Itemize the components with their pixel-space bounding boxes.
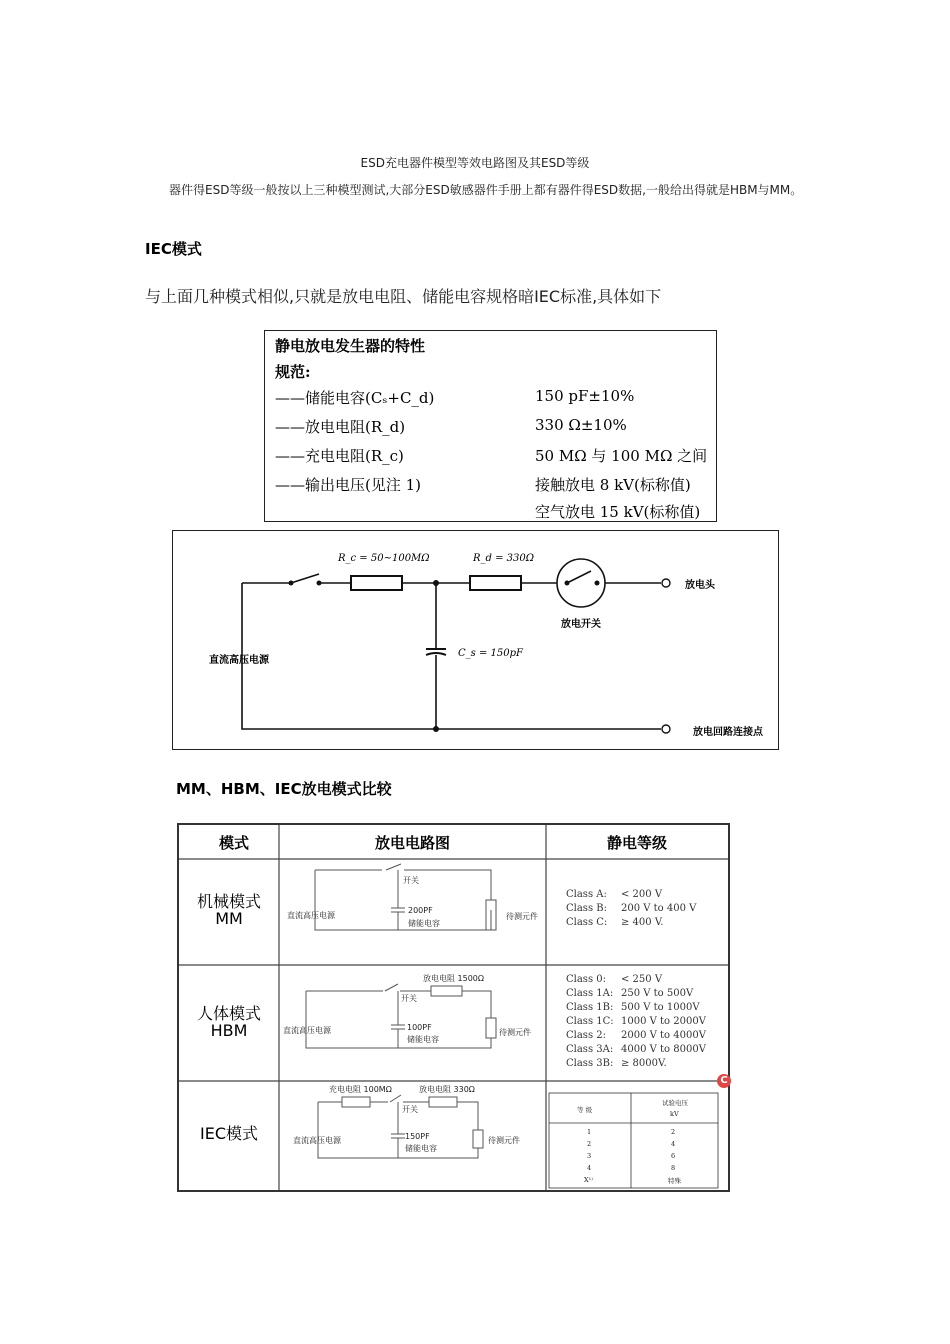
mode-comparison-table (177, 823, 730, 1192)
mm-source-label: 直流高压电源 (287, 911, 335, 920)
source-label: 直流高压电源 (209, 655, 269, 666)
hbm-class-list (566, 973, 706, 1071)
level-grade-header: 等 级 (577, 1106, 593, 1114)
spec-label: 规范: (275, 363, 311, 381)
class-key: Class 1B: (566, 1002, 614, 1013)
class-key: Class 3A: (566, 1044, 614, 1055)
class-key: Class 3B: (566, 1058, 614, 1069)
iec-discharge-res-label: 放电电阻 330Ω (419, 1085, 475, 1094)
class-value: ≥ 400 V. (621, 917, 664, 928)
mm-cap-label: 储能电容 (408, 919, 440, 928)
iec-circuit (318, 1095, 483, 1158)
class-value: < 250 V (621, 974, 663, 985)
iec-cap-value: 150PF (405, 1132, 430, 1141)
class-key: Class 1A: (566, 988, 614, 999)
level-volt: 4 (671, 1140, 676, 1148)
iec-dut-label: 待测元件 (488, 1136, 520, 1145)
spec-row-name: ——放电电阻(R_d) (275, 418, 406, 436)
col-header-mode: 模式 (219, 834, 250, 852)
switch-label: 放电开关 (561, 619, 601, 630)
spec-row-name: ——充电电阻(R_c) (275, 447, 404, 465)
spec-row-value: 接触放电 8 kV(标称值) (535, 476, 691, 494)
mm-circuit (315, 864, 496, 930)
rc-label: R_c = 50~100MΩ (338, 553, 430, 564)
iec-source-label: 直流高压电源 (293, 1136, 341, 1145)
mode-name: 人体模式 (196, 1004, 261, 1023)
class-value: 1000 V to 2000V (621, 1016, 706, 1027)
col-header-level: 静电等级 (607, 834, 668, 852)
mm-cap-value: 200PF (408, 906, 433, 915)
iec-charge-res-label: 充电电阻 100MΩ (329, 1085, 392, 1094)
spec-row-value: 空气放电 15 kV(标称值) (535, 503, 701, 521)
mode-iec (179, 1125, 279, 1142)
level-volt-header: 试验电压 (662, 1099, 688, 1107)
mode-hbm (179, 1005, 279, 1039)
spec-row-value: 330 Ω±10% (535, 416, 627, 434)
cs-label: C_s = 150pF (458, 648, 523, 659)
level-volt-unit: kV (670, 1110, 679, 1118)
level-grade: 1 (587, 1128, 592, 1136)
mm-switch-label: 开关 (403, 876, 419, 885)
mode-name: IEC模式 (199, 1124, 258, 1143)
class-value: 200 V to 400 V (621, 903, 697, 914)
hbm-source-label: 直流高压电源 (283, 1026, 331, 1035)
mode-name: 机械模式 (196, 892, 261, 911)
class-value: 2000 V to 4000V (621, 1030, 706, 1041)
compare-heading: MM、HBM、IEC放电模式比较 (176, 780, 392, 798)
level-grade: 2 (587, 1140, 592, 1148)
class-value: < 200 V (621, 889, 663, 900)
spec-row-value: 150 pF±10% (535, 387, 635, 405)
hbm-res-label: 放电电阻 1500Ω (423, 974, 485, 983)
class-key: Class B: (566, 903, 607, 914)
class-key: Class A: (566, 889, 607, 900)
hbm-switch-label: 开关 (401, 994, 417, 1003)
circuit-wires (173, 531, 780, 751)
level-volt: 6 (671, 1152, 676, 1160)
hbm-cap-label: 储能电容 (407, 1035, 439, 1044)
iec-switch-label: 开关 (402, 1105, 418, 1114)
col-header-circuit: 放电电路图 (375, 834, 451, 852)
head-label: 放电头 (685, 580, 715, 591)
mode-abbr: MM (215, 909, 243, 928)
spec-row-name: ——输出电压(见注 1) (275, 476, 422, 494)
level-volt: 2 (671, 1128, 676, 1136)
spec-row-value: 50 MΩ 与 100 MΩ 之间 (535, 447, 708, 465)
class-key: Class 2: (566, 1030, 606, 1041)
iec-level-grid (549, 1093, 718, 1188)
iec-cap-label: 储能电容 (405, 1144, 437, 1153)
red-badge-icon: C (717, 1074, 731, 1088)
rd-label: R_d = 330Ω (473, 553, 535, 564)
hbm-dut-label: 待测元件 (499, 1028, 531, 1037)
iec-heading: IEC模式 (145, 240, 202, 258)
mode-abbr: HBM (210, 1021, 248, 1040)
level-grade: X¹⁾ (584, 1176, 593, 1184)
level-grade: 3 (587, 1152, 592, 1160)
class-value: 4000 V to 8000V (621, 1044, 706, 1055)
figure-caption: ESD充电器件模型等效电路图及其ESD等级 (360, 156, 590, 170)
spec-row-name: ——储能电容(Cₛ+C_d) (275, 389, 435, 407)
iec-paragraph: 与上面几种模式相似,只就是放电电阻、储能电容规格暗IEC标准,具体如下 (145, 287, 662, 306)
class-value: ≥ 8000V. (621, 1058, 667, 1069)
class-value: 250 V to 500V (621, 988, 694, 999)
spec-title: 静电放电发生器的特性 (275, 337, 426, 355)
mode-mm (179, 893, 279, 927)
intro-paragraph: 器件得ESD等级一般按以上三种模型测试,大部分ESD敏感器件手册上都有器件得ESD数据,一般给出得就是HBM与MM。 (169, 183, 803, 197)
hbm-cap-value: 100PF (407, 1023, 432, 1032)
level-volt: 8 (671, 1164, 676, 1172)
class-key: Class 0: (566, 974, 606, 985)
class-value: 500 V to 1000V (621, 1002, 700, 1013)
class-key: Class 1C: (566, 1016, 614, 1027)
mm-class-list (566, 888, 696, 930)
esd-generator-spec-box (264, 330, 717, 522)
iec-circuit-diagram (172, 530, 779, 750)
class-key: Class C: (566, 917, 608, 928)
level-volt: 特殊 (668, 1177, 681, 1185)
mm-dut-label: 待测元件 (506, 912, 538, 921)
level-grade: 4 (587, 1164, 592, 1172)
return-label: 放电回路连接点 (693, 727, 763, 738)
